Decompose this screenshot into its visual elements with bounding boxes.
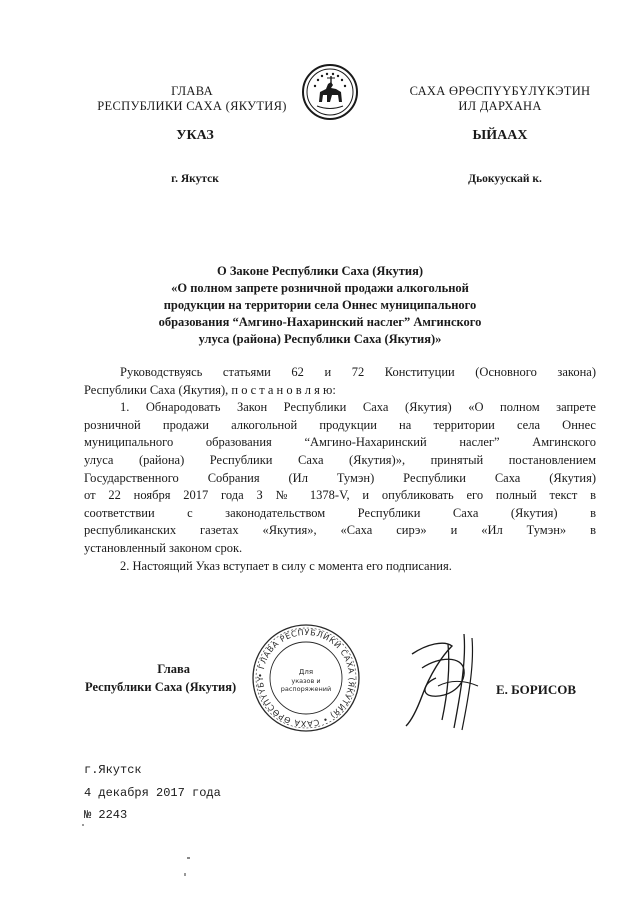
- body-line: Руководствуясь статьями 62 и 72 Конституции (Основного закона): [120, 365, 596, 379]
- header-left-line1: ГЛАВА: [171, 84, 213, 98]
- footer-city: г.Якутск: [84, 763, 142, 777]
- signature-title-line2: Республики Саха (Якутия): [85, 680, 237, 694]
- footer-number: № 2243: [84, 808, 128, 822]
- doc-type-ru: УКАЗ: [176, 128, 214, 143]
- header-right-line2: ИЛ ДАРХАНА: [458, 99, 542, 113]
- item1-line: республиканских газетах «Якутия», «Саха сирэ» и «Ил Тумэн» в: [84, 523, 596, 538]
- document-body: [84, 364, 596, 575]
- item1-line: соответствии с законодательством Республики Саха (Якутия) в: [84, 505, 596, 520]
- document-subject: [120, 263, 520, 348]
- seal-center-line1: Для: [298, 668, 314, 676]
- seal-ring-text: • ГЛАВА РЕСПУБЛИКИ САХА (ЯКУТИЯ) • САХА ӨРӨСПҮҮБҮ: [255, 627, 357, 729]
- scan-speck: [82, 824, 84, 826]
- header-left-line2: РЕСПУБЛИКИ САХА (ЯКУТИЯ): [97, 99, 287, 113]
- item1-line: от 22 ноября 2017 года З № 1378-V, и опубликовать его полный текст в: [84, 488, 596, 503]
- city-ru: г. Якутск: [171, 173, 219, 185]
- header-right: [380, 84, 620, 114]
- item1-line: розничной продажи алкогольной продукции на территории села Оннес: [84, 417, 596, 432]
- item1-line: установленный законом срок.: [84, 540, 243, 555]
- header-left: [72, 84, 312, 114]
- item1-line: муниципального образования “Амгино-Нахаринский наслег” Амгинского: [84, 435, 596, 450]
- item1-line: 1. Обнародовать Закон Республики Саха (Якутия) «О полном запрете: [120, 400, 596, 415]
- city-sah: Дьокуускай к.: [468, 173, 542, 185]
- subject-line: улуса (района) Республики Саха (Якутия)»: [198, 332, 442, 346]
- footer-date: 4 декабря 2017 года: [84, 786, 221, 800]
- body-line: Республики Саха (Якутия), п о с т а н о в л я ю:: [84, 382, 336, 397]
- signatory-name: Е. БОРИСОВ: [496, 682, 577, 697]
- item2-line: 2. Настоящий Указ вступает в силу с момента его подписания.: [120, 558, 452, 573]
- coat-of-arms-emblem: [300, 62, 360, 122]
- seal-center-line3: распоряжений: [280, 685, 332, 693]
- doc-type-sah: ЫЙААХ: [472, 128, 528, 143]
- item1-line: улуса (района) Республики Саха (Якутия)», принятый постановлением: [84, 452, 596, 467]
- seal-center-line2: указов и: [291, 677, 321, 685]
- official-seal-stamp: [250, 622, 362, 734]
- scan-speck: [187, 857, 190, 859]
- scan-speck: [184, 873, 186, 876]
- subject-line: О Законе Республики Саха (Якутия): [216, 264, 424, 278]
- subject-line: «О полном запрете розничной продажи алкогольной: [171, 281, 469, 295]
- signature-title-line1: Глава: [157, 662, 190, 676]
- header-right-line1: САХА ӨРӨСПҮҮБҮЛҮКЭТИН: [409, 84, 591, 98]
- subject-line: образования “Амгино-Нахаринский наслег” Амгинского: [158, 315, 482, 329]
- item1-line: Государственного Собрания (Ил Тумэн) Республики Саха (Якутия): [84, 470, 596, 485]
- subject-line: продукции на территории села Оннес муниципального: [163, 298, 477, 312]
- handwritten-signature: [392, 626, 492, 736]
